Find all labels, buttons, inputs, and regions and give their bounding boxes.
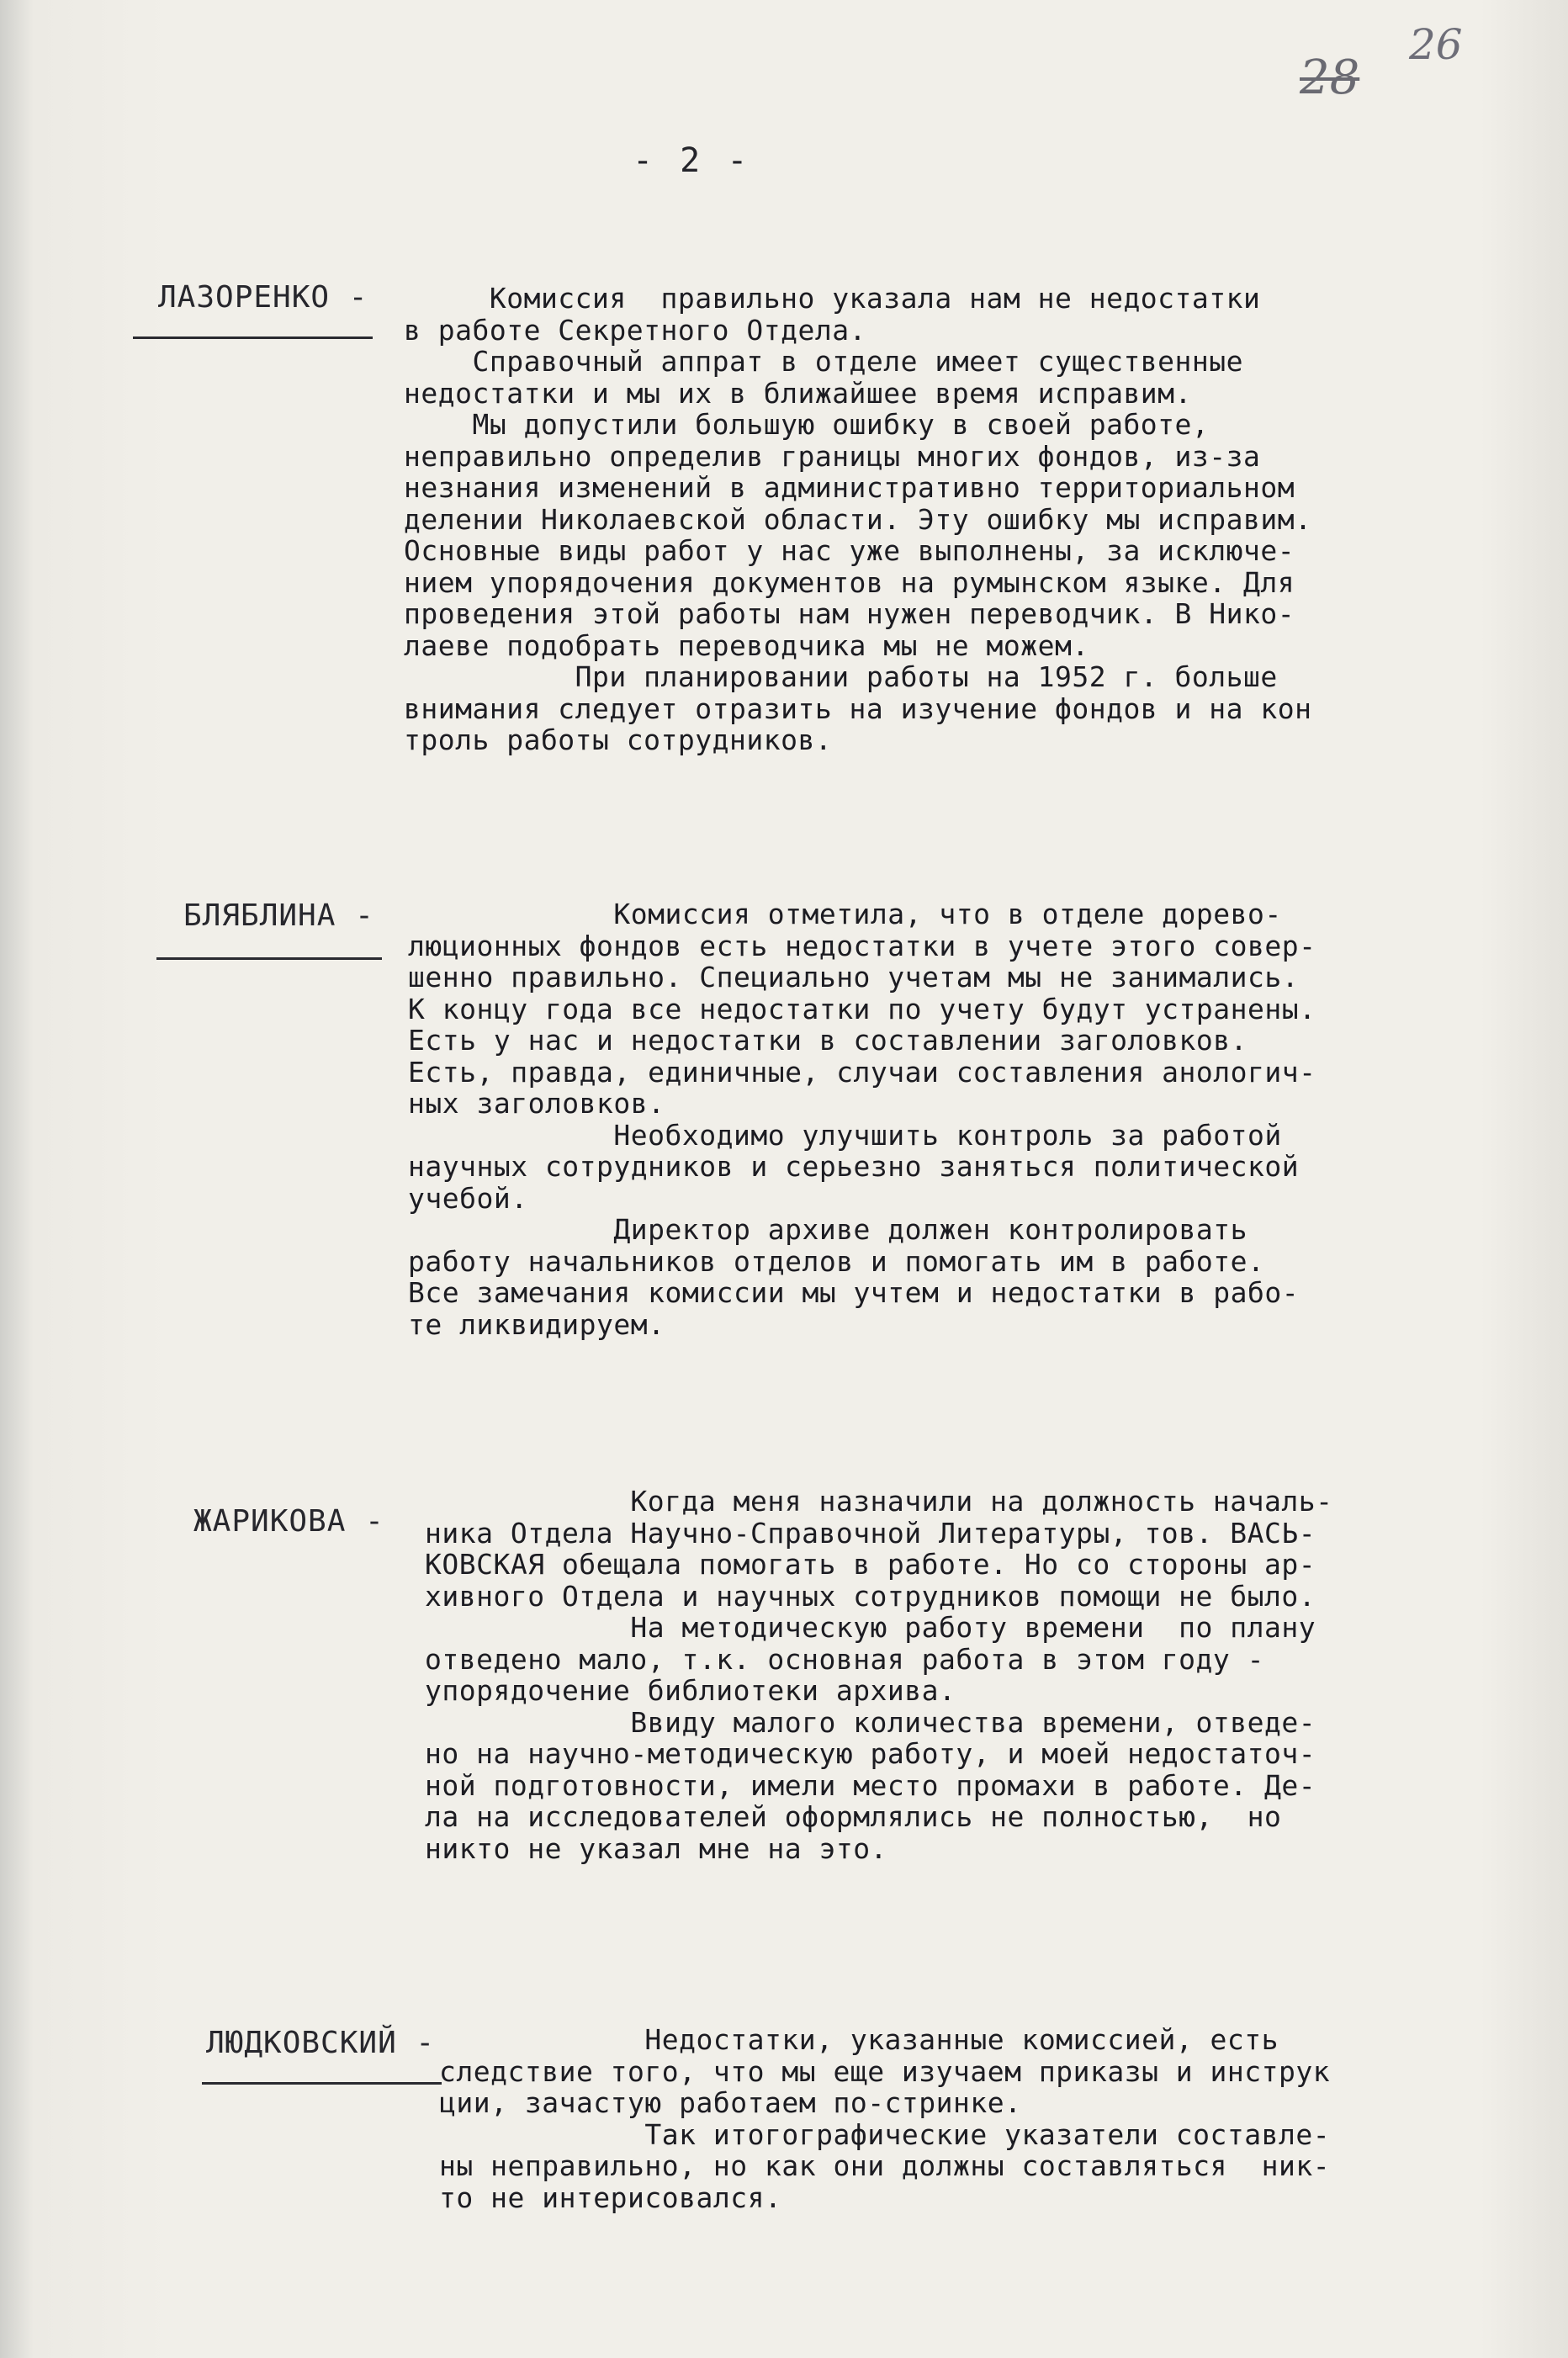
text-line: шенно правильно. Специально учетам мы не занимались. (408, 961, 1300, 994)
text-line: те ликвидируем. (408, 1307, 665, 1341)
text-line: Основные виды работ у нас уже выполнены, за исключе- (404, 534, 1295, 567)
speaker-underline (133, 336, 373, 339)
text-line: проведения этой работы нам нужен переводчик. В Нико- (404, 597, 1295, 630)
section-text-lazorenko (404, 283, 1312, 756)
section-text-zharikova (425, 1486, 1333, 1864)
text-line: троль работы сотрудников. (404, 723, 833, 756)
speaker-underline (202, 2082, 442, 2085)
speaker-name: ЛЮДКОВСКИЙ - (206, 2026, 436, 2060)
speaker-name: ЖАРИКОВА - (193, 1504, 384, 1539)
text-line: Все замечания комиссии мы учтем и недостатки в рабо- (408, 1276, 1300, 1309)
text-line: упорядочение библиотеки архива. (425, 1674, 956, 1707)
text-line: Комиссия отметила, что в отделе дорево- (408, 898, 1282, 930)
text-line: люционных фондов есть недостатки в учете этого совер- (408, 929, 1316, 962)
text-line: К концу года все недостатки по учету будут устранены. (408, 992, 1316, 1025)
text-line: хивного Отдела и научных сотрудников помощи не было. (425, 1579, 1316, 1613)
text-line: ника Отдела Научно-Справочной Литературы, тов. ВАСЬ- (425, 1516, 1316, 1550)
text-line: отведено мало, т.к. основная работа в этом году - (425, 1642, 1265, 1676)
text-line: незнания изменений в административно территориальном (404, 471, 1295, 504)
speaker-underline (156, 957, 382, 960)
text-line: нием упорядочения документов на румынском языке. Для (404, 565, 1295, 599)
text-line: Ввиду малого количества времени, отведе- (425, 1705, 1316, 1739)
text-line: лаеве подобрать переводчика мы не можем. (404, 628, 1089, 662)
text-line: При планировании работы на 1952 г. больше (404, 660, 1278, 693)
text-line: ции, зачастую работаем по-стринке. (439, 2086, 1022, 2119)
text-line: внимания следует отразить на изучение фондов и на кон (404, 692, 1312, 725)
text-line: Директор архиве должен контролировать (408, 1213, 1248, 1246)
text-line: то не интерисовался. (439, 2180, 782, 2214)
text-line: Комиссия правильно указала нам не недостатки (404, 282, 1261, 315)
text-line: но на научно-методическую работу, и моей недостаточ- (425, 1737, 1316, 1770)
text-line: научных сотрудников и серьезно заняться политической (408, 1150, 1300, 1183)
section-text-blyablina (408, 898, 1316, 1340)
text-line: следствие того, что мы еще изучаем приказы и инструк (439, 2054, 1331, 2088)
speaker-name: ЛАЗОРЕНКО - (158, 280, 368, 315)
text-line: ных заголовков. (408, 1087, 665, 1120)
text-line: Необходимо улучшить контроль за работой (408, 1118, 1282, 1152)
text-line: Так итогографические указатели составле- (439, 2117, 1331, 2151)
text-line: КОВСКАЯ обещала помогать в работе. Но со стороны ар- (425, 1548, 1316, 1581)
folio-number: 26 (1409, 20, 1463, 69)
text-line: Когда меня назначили на должность началь- (425, 1485, 1333, 1518)
text-line: делении Николаевской области. Эту ошибку мы исправим. (404, 502, 1312, 536)
text-line: ны неправильно, но как они должны составляться ник- (439, 2149, 1331, 2182)
text-line: Недостатки, указанные комиссией, есть (439, 2023, 1279, 2056)
text-line: никто не указал мне на это. (425, 1831, 887, 1865)
speaker-name: БЛЯБЛИНА - (183, 898, 374, 933)
text-line: Есть у нас и недостатки в составлении заголовков. (408, 1024, 1248, 1057)
page-number: - 2 - (633, 141, 751, 180)
text-line: ной подготовности, имели место промахи в работе. Де- (425, 1768, 1316, 1802)
text-line: Мы допустили большую ошибку в своей работе, (404, 408, 1210, 441)
text-line: недостатки и мы их в ближайшее время исправим. (404, 376, 1192, 410)
section-text-ludkovsky (439, 2024, 1330, 2213)
text-line: неправильно определив границы многих фондов, из-за (404, 439, 1261, 473)
text-line: На методическую работу времени по плану (425, 1611, 1316, 1644)
text-line: учебой. (408, 1181, 528, 1215)
text-line: ла на исследователей оформлялись не полностью, но (425, 1800, 1282, 1833)
text-line: работу начальников отделов и помогать им в работе. (408, 1244, 1265, 1278)
text-line: Есть, правда, единичные, случаи составления анологич- (408, 1055, 1316, 1089)
folio-crossed-out: 28 (1300, 50, 1360, 105)
text-line: в работе Секретного Отдела. (404, 313, 866, 347)
text-line: Справочный аппрат в отделе имеет существенные (404, 345, 1244, 378)
